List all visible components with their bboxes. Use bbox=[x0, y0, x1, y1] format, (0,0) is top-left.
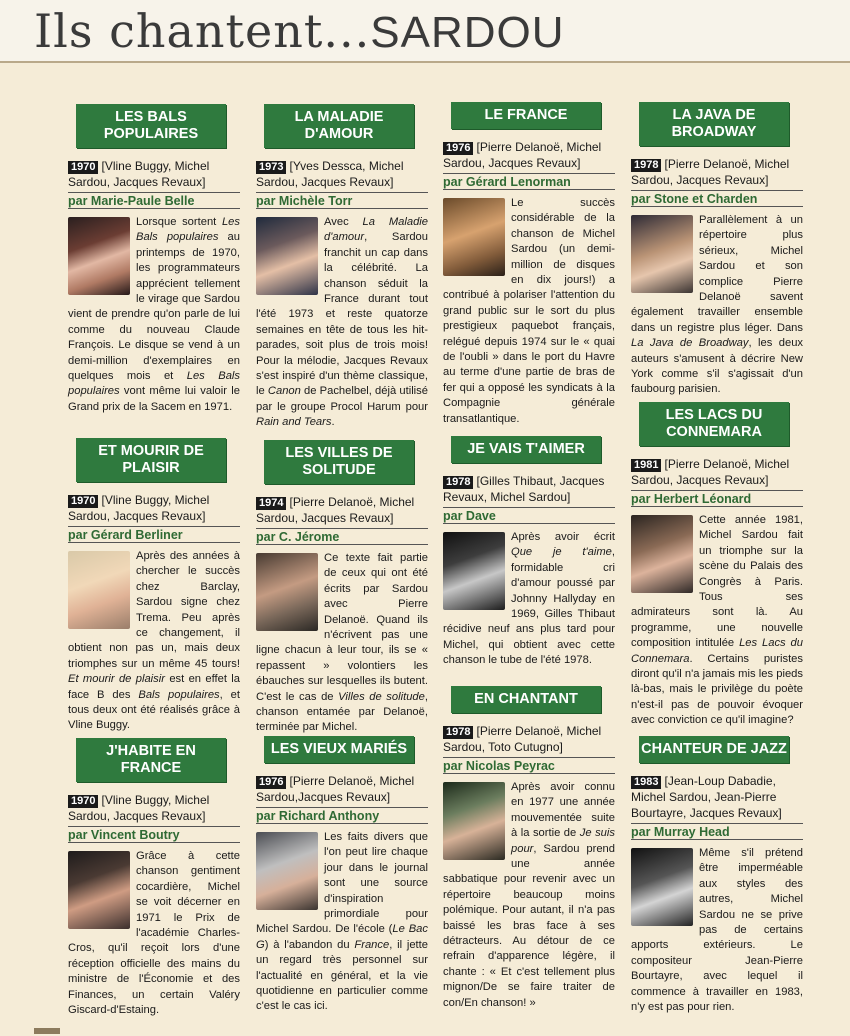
text-run: de Pachelbel, déjà utilisé par le groupe Procol Harum pour bbox=[256, 385, 428, 413]
performer-name: par Marie-Paule Belle bbox=[68, 192, 240, 209]
section-les-bals-populaires bbox=[68, 104, 240, 415]
article-text bbox=[631, 213, 803, 398]
section-banner: LA MALADIE D'AMOUR bbox=[264, 104, 414, 148]
text-run: Grâce à cette chanson gentiment cocardière, Michel se voit décerner en 1971 le Prix de l'académie Charles-Cros, qu'il reçoit lors d'une réception officielle des mains du ministre de l'Économie et des Finances, un certain Valéry Giscard-d'Estaing. bbox=[68, 850, 240, 1017]
song-credits bbox=[443, 473, 615, 505]
song-credits bbox=[68, 792, 240, 824]
songwriters: [Vline Buggy, Michel Sardou, Jacques Revaux] bbox=[68, 159, 210, 189]
section-banner: CHANTEUR DE JAZZ bbox=[639, 736, 789, 763]
article-text bbox=[443, 780, 615, 1011]
text-run: ) à l'abandon du bbox=[264, 938, 355, 951]
performer-photo bbox=[68, 551, 130, 629]
performer-photo bbox=[631, 515, 693, 593]
performer-photo bbox=[443, 532, 505, 610]
performer-photo bbox=[631, 848, 693, 926]
section-et-mourir-de-plaisir bbox=[68, 438, 240, 734]
songwriters: [Pierre Delanoë, Michel Sardou, Jacques Revaux] bbox=[631, 457, 790, 487]
song-title-ref: France bbox=[354, 938, 390, 951]
text-run: Après avoir écrit bbox=[511, 531, 615, 543]
song-title-ref: La Maladie d'amour bbox=[324, 216, 429, 244]
song-title-ref: Rain and Tears bbox=[256, 416, 332, 429]
page-title bbox=[34, 4, 565, 60]
year-badge: 1976 bbox=[256, 776, 286, 789]
title-rule bbox=[0, 61, 850, 63]
song-credits bbox=[631, 156, 803, 188]
performer-name: par Vincent Boutry bbox=[68, 826, 240, 843]
performer-name: par Nicolas Peyrac bbox=[443, 757, 615, 774]
performer-photo bbox=[256, 553, 318, 631]
text-run: au printemps de 1970, les programmateurs apprécient tellement le virage que Sardou vient de prendre qu'on parle de lui comme du nouveau Claude François. Le disque se vend à un demi-million d'exemplaires en quelques mois et bbox=[68, 231, 240, 383]
song-credits bbox=[631, 456, 803, 488]
text-run: , Sardou franchit un cap dans la célébrité. La chanson séduit la France durant tout l'été 1973 et reste quatorze semaines en tête de tous les hit-parades, soit plus de trois mois! Pour la mélodie, Jacques Revaux s'est inspiré d'un thème classique, le bbox=[256, 231, 428, 398]
song-credits bbox=[443, 723, 615, 755]
song-credits bbox=[256, 158, 428, 190]
section-banner: JE VAIS T'AIMER bbox=[451, 436, 601, 463]
text-run: Cette année 1981, Michel Sardou fait un triomphe sur la scène du Palais des Congrès à Paris. Tous ses admirateurs sont là. Au programme, une nouvelle composition intitulée bbox=[631, 514, 803, 650]
songwriters: [Pierre Delanoë, Michel Sardou,Jacques Revaux] bbox=[256, 774, 415, 804]
article-text bbox=[256, 830, 428, 1015]
section-chanteur-de-jazz bbox=[631, 736, 803, 1015]
song-credits bbox=[256, 494, 428, 526]
article-text bbox=[68, 549, 240, 734]
song-title-ref: Je suis pour bbox=[511, 827, 615, 855]
section-je-vais-t-aimer bbox=[443, 436, 615, 669]
year-badge: 1973 bbox=[256, 161, 286, 174]
year-badge: 1978 bbox=[443, 726, 473, 739]
article-text bbox=[443, 530, 615, 669]
song-title-ref: Bals populaires bbox=[138, 688, 220, 701]
page-title-script: Ils chantent... bbox=[34, 4, 371, 58]
song-title-ref: Villes de solitude bbox=[338, 690, 425, 703]
performer-name: par C. Jérome bbox=[256, 528, 428, 545]
year-badge: 1970 bbox=[68, 161, 98, 174]
text-run: Le succès considérable de la chanson de Michel Sardou (un demi-million de disques en dix jours!) a contribué à polariser l'attention du grand public sur le sort du plus prestigieux paquebot français, relégué depuis 1974 sur le « quai de l'oubli » dans le port du Havre au terme d'une partie de bras de fer qui a opposé les syndicats à la Compagnie générale transatlantique. bbox=[443, 197, 615, 425]
page-title-name: SARDOU bbox=[370, 8, 565, 57]
performer-photo bbox=[631, 215, 693, 293]
section-banner: EN CHANTANT bbox=[451, 686, 601, 713]
performer-name: par Gérard Lenorman bbox=[443, 173, 615, 190]
performer-photo bbox=[68, 851, 130, 929]
section-le-france bbox=[443, 102, 615, 427]
song-title-ref: Le Bac G bbox=[256, 923, 428, 951]
year-badge: 1976 bbox=[443, 142, 473, 155]
text-run: Les faits divers que l'on peut lire chaque jour dans le journal sont une source d'inspiration primordiale pour Michel Sardou. De l'école ( bbox=[256, 831, 428, 936]
section-les-vieux-maries bbox=[256, 736, 428, 1015]
songwriters: [Vline Buggy, Michel Sardou, Jacques Revaux] bbox=[68, 793, 210, 823]
text-run: Après avoir connu en 1977 une année mouvementée suite à la sortie de bbox=[511, 781, 615, 840]
text-run: , et tous deux ont été réalisés grâce à Vline Buggy. bbox=[68, 688, 240, 732]
page-number-mark bbox=[34, 1028, 60, 1034]
section-en-chantant bbox=[443, 686, 615, 1011]
performer-name: par Michèle Torr bbox=[256, 192, 428, 209]
text-run: Avec bbox=[324, 216, 363, 228]
text-run: Après des années à chercher le succès chez Barclay, Sardou signe chez Trema. Peu après ce changement, il obtient non pas un, mais deux triomphes sur un même 45 tours! bbox=[68, 550, 240, 670]
article-text bbox=[631, 846, 803, 1015]
song-title-ref: Canon bbox=[267, 385, 301, 398]
section-banner: LES BALS POPULAIRES bbox=[76, 104, 226, 148]
article-text bbox=[443, 196, 615, 427]
songwriters: [Vline Buggy, Michel Sardou, Jacques Revaux] bbox=[68, 493, 210, 523]
songwriters: [Pierre Delanoë, Michel Sardou, Toto Cutugno] bbox=[443, 724, 602, 754]
text-run: . Certains puristes diront qu'il n'a jamais mis les pieds là-bas, mais le privilège du poète n'est-il pas de pouvoir évoquer avec conviction ce qu'il imagine? bbox=[631, 652, 803, 727]
text-run: . bbox=[331, 416, 335, 429]
song-title-ref: Les Lacs du Connemara bbox=[631, 637, 803, 665]
performer-name: par Stone et Charden bbox=[631, 190, 803, 207]
performer-name: par Herbert Léonard bbox=[631, 490, 803, 507]
year-badge: 1983 bbox=[631, 776, 661, 789]
text-run: , il jette un regard très personnel sur l'actualité en général, et la vie quotidienne en particulier comme c'est le cas ici. bbox=[256, 938, 428, 1013]
performer-photo bbox=[443, 198, 505, 276]
section-la-maladie-d-amour bbox=[256, 104, 428, 431]
text-run: Ce texte fait partie de ceux qui ont été écrits par Sardou avec Pierre Delanoë. Quand ils n'écrivent pas une ligne chacun à leur tour, ils se « repassent » volontiers les ébauches sur lesquelles ils butent. C'est le cas de bbox=[256, 552, 428, 703]
text-run: , formidable cri d'amour poussé par Johnny Hallyday en 1969, Gilles Thibaut récidive neuf ans plus tard pour Michel, qui obtient avec cette chanson le tube de l'été 1978. bbox=[443, 546, 615, 667]
section-les-villes-de-solitude bbox=[256, 440, 428, 736]
song-credits bbox=[68, 158, 240, 190]
song-title-ref: Les Bals populaires bbox=[68, 370, 240, 398]
text-run: , les deux auteurs s'amusent à décrire New York comme s'il s'agissait d'un faubourg parisien. bbox=[631, 337, 804, 396]
article-text bbox=[256, 551, 428, 736]
year-badge: 1970 bbox=[68, 795, 98, 808]
text-run: , Sardou prend une année sabbatique pour revenir avec un répertoire beaucoup moins polémique. Pour autant, il n'a pas baissé les bras face à ses détracteurs. Au détour de ce refrain d'apparence légère, il chante : « Et c'est tellement plus mignon/De se faire traiter de con/En chanson! » bbox=[443, 842, 615, 1009]
performer-photo bbox=[443, 782, 505, 860]
year-badge: 1981 bbox=[631, 459, 661, 472]
section-banner: J'HABITE EN FRANCE bbox=[76, 738, 226, 782]
song-title-ref: Et mourir de plaisir bbox=[68, 673, 165, 686]
section-banner: LE FRANCE bbox=[451, 102, 601, 129]
year-badge: 1974 bbox=[256, 497, 286, 510]
section-banner: LES VILLES DE SOLITUDE bbox=[264, 440, 414, 484]
songwriters: [Pierre Delanoë, Michel Sardou, Jacques Revaux] bbox=[631, 157, 790, 187]
text-run: est en effet la face B des bbox=[68, 673, 240, 701]
section-j-habite-en-france bbox=[68, 738, 240, 1018]
performer-name: par Dave bbox=[443, 507, 615, 524]
article-text bbox=[68, 849, 240, 1018]
song-title-ref: La Java de Broadway bbox=[631, 337, 749, 350]
song-credits bbox=[443, 139, 615, 171]
year-badge: 1978 bbox=[631, 159, 661, 172]
section-la-java-de-broadway bbox=[631, 102, 803, 398]
performer-name: par Murray Head bbox=[631, 823, 803, 840]
songwriters: [Gilles Thibaut, Jacques Revaux, Michel Sardou] bbox=[443, 474, 605, 504]
section-les-lacs-du-connemara bbox=[631, 402, 803, 729]
article-text bbox=[631, 513, 803, 729]
songwriters: [Pierre Delanoë, Michel Sardou, Jacques Revaux] bbox=[256, 495, 415, 525]
performer-name: par Richard Anthony bbox=[256, 807, 428, 824]
article-text bbox=[256, 215, 428, 431]
song-credits bbox=[631, 773, 803, 821]
song-title-ref: Les Bals populaires bbox=[136, 216, 240, 244]
section-banner: ET MOURIR DE PLAISIR bbox=[76, 438, 226, 482]
text-run: , chanson entamée par Delanoë, terminée par Michel. bbox=[256, 690, 428, 734]
section-banner: LES VIEUX MARIÉS bbox=[264, 736, 414, 763]
text-run: Même s'il prétend être imperméable aux styles des autres, Michel Sardou ne se prive pas de certains apports extérieurs. Le compositeur Jean-Pierre Bourtayre, avec lequel il commence à travailler en 1983, n'y est pas pour rien. bbox=[631, 847, 803, 1014]
performer-photo bbox=[256, 217, 318, 295]
section-banner: LES LACS DU CONNEMARA bbox=[639, 402, 789, 446]
article-text bbox=[68, 215, 240, 415]
song-title-ref: Que je t'aime bbox=[511, 546, 612, 559]
song-credits bbox=[256, 773, 428, 805]
performer-name: par Gérard Berliner bbox=[68, 526, 240, 543]
song-credits bbox=[68, 492, 240, 524]
performer-photo bbox=[256, 832, 318, 910]
year-badge: 1978 bbox=[443, 476, 473, 489]
songwriters: [Pierre Delanoë, Michel Sardou, Jacques Revaux] bbox=[443, 140, 602, 170]
year-badge: 1970 bbox=[68, 495, 98, 508]
text-run: Parallèlement à un répertoire plus sérieux, Michel Sardou et son complice Pierre Delanoë savent également travailler ensemble dans un registre plus léger. Dans bbox=[631, 214, 803, 334]
songwriters: [Jean-Loup Dabadie, Michel Sardou, Jean-Pierre Bourtayre, Jacques Revaux] bbox=[631, 774, 782, 820]
songwriters: [Yves Dessca, Michel Sardou, Jacques Revaux] bbox=[256, 159, 404, 189]
section-banner: LA JAVA DE BROADWAY bbox=[639, 102, 789, 146]
performer-photo bbox=[68, 217, 130, 295]
text-run: vont même lui valoir le Grand prix de la Sacem en 1971. bbox=[68, 385, 240, 413]
text-run: Lorsque sortent bbox=[136, 216, 222, 228]
